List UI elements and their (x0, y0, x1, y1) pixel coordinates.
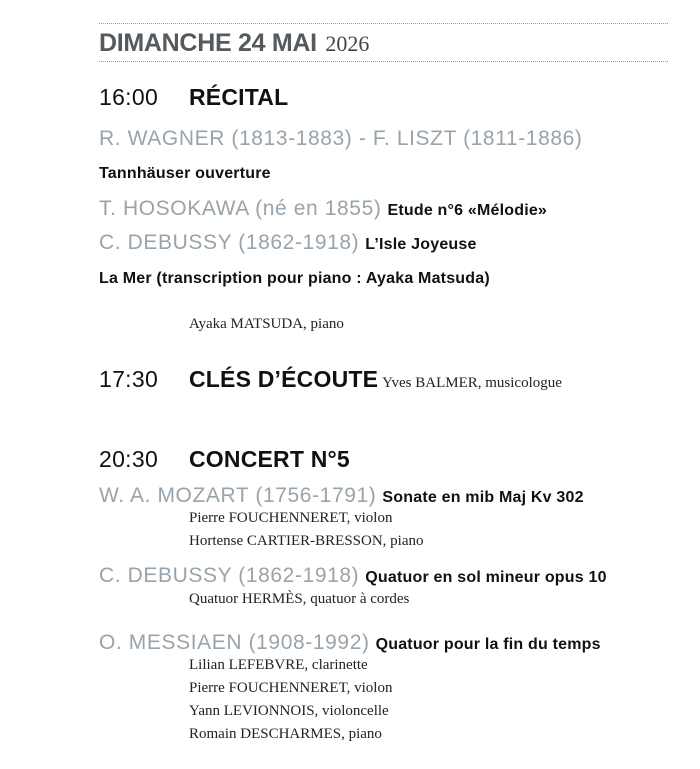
concert-time: 20:30 (99, 446, 159, 472)
work-title: Quatuor pour la fin du temps (375, 636, 601, 653)
day-header (99, 29, 369, 58)
concert-piece (99, 631, 601, 655)
work-title: Quatuor en sol mineur opus 10 (365, 569, 607, 586)
cles-speaker: Yves BALMER, musicologue (382, 375, 562, 391)
cles-title: CLÉS D’ÉCOUTE (189, 366, 379, 392)
concert-title: CONCERT N°5 (189, 446, 350, 472)
header-top-rule (99, 23, 668, 24)
recital-item (99, 231, 477, 255)
concert-piece (99, 564, 607, 588)
composer: T. HOSOKAWA (né en 1855) (99, 197, 382, 220)
recital-time: 16:00 (99, 84, 159, 110)
work-title: Sonate en mib Maj Kv 302 (382, 489, 584, 506)
cles-heading (99, 366, 562, 393)
performer: Pierre FOUCHENNERET, violon (189, 510, 393, 526)
recital-item (99, 197, 547, 221)
concert-heading (99, 446, 350, 473)
recital-item (99, 165, 271, 183)
day-year: 2026 (325, 31, 370, 56)
concert-piece (99, 484, 584, 508)
performer: Yann LEVIONNOIS, violoncelle (189, 703, 389, 719)
performer: Quatuor HERMÈS, quatuor à cordes (189, 591, 410, 607)
recital-item (99, 127, 589, 151)
cles-time: 17:30 (99, 366, 159, 392)
performer: Lilian LEFEBVRE, clarinette (189, 657, 368, 673)
work-title: L’Isle Joyeuse (365, 236, 477, 253)
work-title: Tannhäuser ouverture (99, 165, 271, 182)
work-title: La Mer (transcription pour piano : Ayaka Matsuda) (99, 270, 490, 287)
work-title: Etude n°6 «Mélodie» (387, 202, 548, 219)
composer: R. WAGNER (1813-1883) - F. LISZT (1811-1886) (99, 127, 583, 150)
recital-title: RÉCITAL (189, 84, 289, 110)
performer: Hortense CARTIER-BRESSON, piano (189, 533, 424, 549)
composer: W. A. MOZART (1756-1791) (99, 484, 377, 507)
header-bottom-rule (99, 61, 668, 62)
recital-item (99, 270, 490, 288)
day-label: DIMANCHE 24 MAI (99, 29, 317, 57)
composer: C. DEBUSSY (1862-1918) (99, 231, 360, 254)
composer: O. MESSIAEN (1908-1992) (99, 631, 370, 654)
performer: Pierre FOUCHENNERET, violon (189, 680, 393, 696)
performer: Romain DESCHARMES, piano (189, 726, 382, 742)
recital-performer: Ayaka MATSUDA, piano (189, 316, 344, 332)
composer: C. DEBUSSY (1862-1918) (99, 564, 360, 587)
recital-heading (99, 84, 288, 111)
